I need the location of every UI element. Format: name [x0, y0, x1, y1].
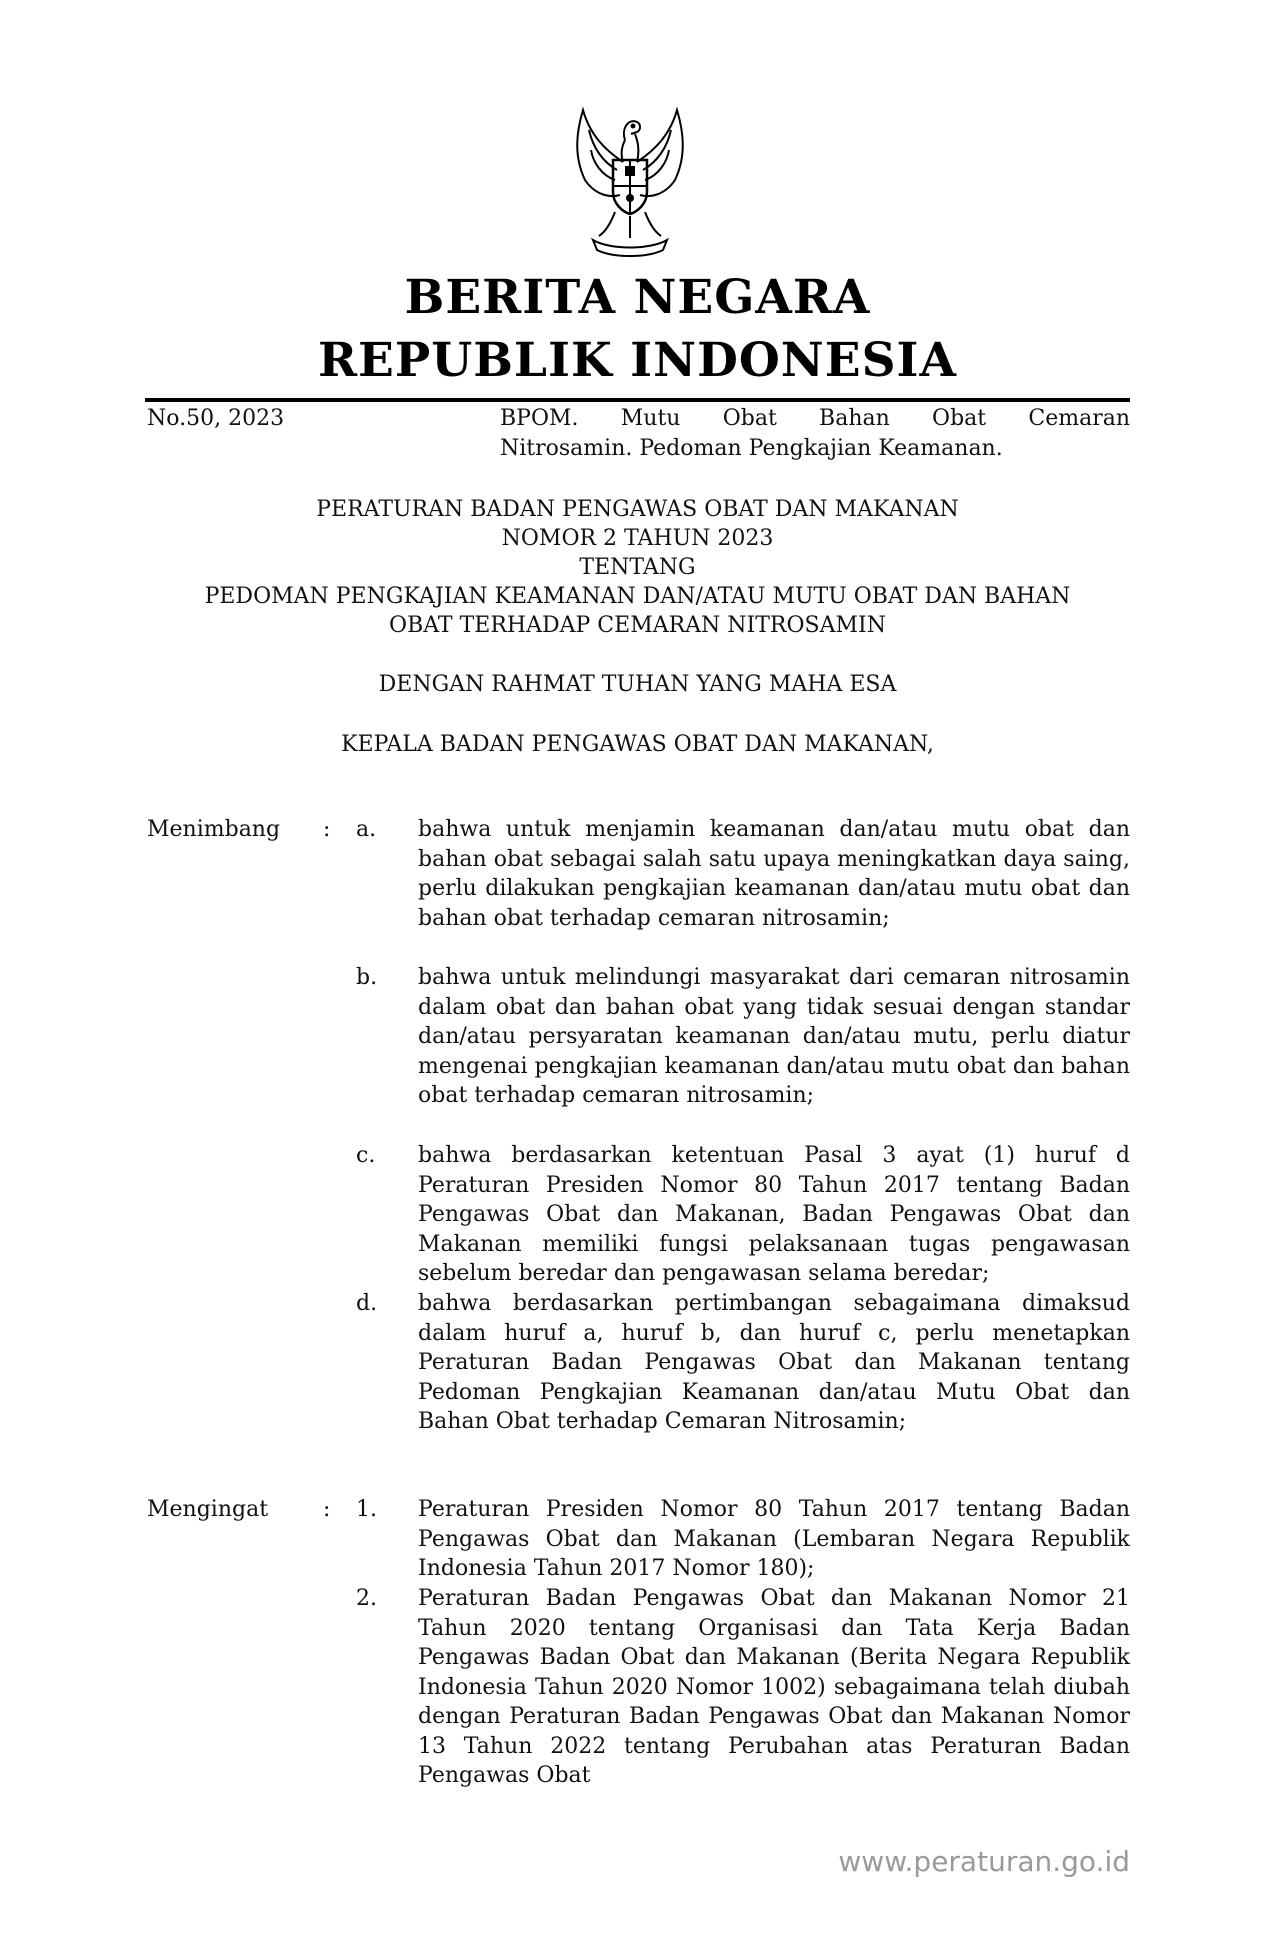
list-marker: c.: [356, 1143, 376, 1168]
regulation-number: NOMOR 2 TAHUN 2023: [501, 526, 774, 551]
mengingat-label: Mengingat: [147, 1497, 269, 1522]
blessing-line: DENGAN RAHMAT TUHAN YANG MAHA ESA: [378, 672, 897, 697]
menimbang-colon: :: [323, 817, 331, 842]
gazette-subject-line2: Nitrosamin. Pedoman Pengkajian Keamanan.: [500, 436, 1003, 461]
menimbang-item-d: bahwa berdasarkan pertimbangan sebagaimana dimaksud dalam huruf a, huruf b, dan huruf c, perlu menetapkan Peraturan Badan Pengawas Obat dan Makanan tentang Pedoman Pengkajian Keamanan dan/atau Mutu Obat dan Bahan Obat terhadap Cemaran Nitrosamin;: [418, 1291, 1130, 1434]
menimbang-label: Menimbang: [147, 817, 281, 842]
regulation-about: TENTANG: [579, 555, 696, 580]
gazette-subtitle: REPUBLIK INDONESIA: [317, 333, 957, 388]
list-marker: 1.: [356, 1497, 377, 1522]
list-marker: a.: [356, 817, 377, 842]
regulation-title-line2: OBAT TERHADAP CEMARAN NITROSAMIN: [389, 613, 886, 638]
authority-line: KEPALA BADAN PENGAWAS OBAT DAN MAKANAN,: [341, 732, 934, 757]
mengingat-item-2: Peraturan Badan Pengawas Obat dan Makanan Nomor 21 Tahun 2020 tentang Organisasi dan Tata Kerja Badan Pengawas Badan Obat dan Makanan (Berita Negara Republik Indonesia Tahun 2020 Nomor 1002) sebagaimana telah diubah dengan Peraturan Badan Pengawas Obat dan Makanan Nomor 13 Tahun 2022 tentang Perubahan atas Peraturan Badan Pengawas Obat: [418, 1586, 1130, 1788]
mengingat-colon: :: [323, 1497, 331, 1522]
regulation-heading: PERATURAN BADAN PENGAWAS OBAT DAN MAKANAN: [316, 497, 959, 522]
gazette-number: No.50, 2023: [147, 406, 285, 431]
menimbang-item-a: bahwa untuk menjamin keamanan dan/atau mutu obat dan bahan obat sebagai salah satu upaya meningkatkan daya saing, perlu dilakukan pengkajian keamanan dan/atau mutu obat dan bahan obat terhadap cemaran nitrosamin;: [418, 817, 1130, 931]
gazette-subject-line1: BPOM. Mutu Obat Bahan Obat Cemaran: [500, 406, 1130, 431]
list-marker: 2.: [356, 1586, 377, 1611]
garuda-emblem: [555, 100, 705, 260]
regulation-title-line1: PEDOMAN PENGKAJIAN KEAMANAN DAN/ATAU MUTU OBAT DAN BAHAN: [204, 584, 1071, 609]
footer-url: www.peraturan.go.id: [838, 1845, 1130, 1878]
list-marker: b.: [356, 965, 378, 990]
gazette-title: BERITA NEGARA: [404, 270, 871, 325]
menimbang-item-c: bahwa berdasarkan ketentuan Pasal 3 ayat (1) huruf d Peraturan Presiden Nomor 80 Tahun 2017 tentang Badan Pengawas Obat dan Makanan, Badan Pengawas Obat dan Makanan memiliki fungsi pelaksanaan tugas pengawasan sebelum beredar dan pengawasan selama beredar;: [418, 1143, 1130, 1286]
menimbang-item-b: bahwa untuk melindungi masyarakat dari cemaran nitrosamin dalam obat dan bahan obat yang tidak sesuai dengan standar dan/atau persyaratan keamanan dan/atau mutu, perlu diatur mengenai pengkajian keamanan dan/atau mutu obat dan bahan obat terhadap cemaran nitrosamin;: [418, 965, 1130, 1108]
header-rule: [145, 398, 1130, 402]
mengingat-item-1: Peraturan Presiden Nomor 80 Tahun 2017 tentang Badan Pengawas Obat dan Makanan (Lembaran Negara Republik Indonesia Tahun 2017 Nomor 180);: [418, 1497, 1130, 1581]
list-marker: d.: [356, 1291, 378, 1316]
